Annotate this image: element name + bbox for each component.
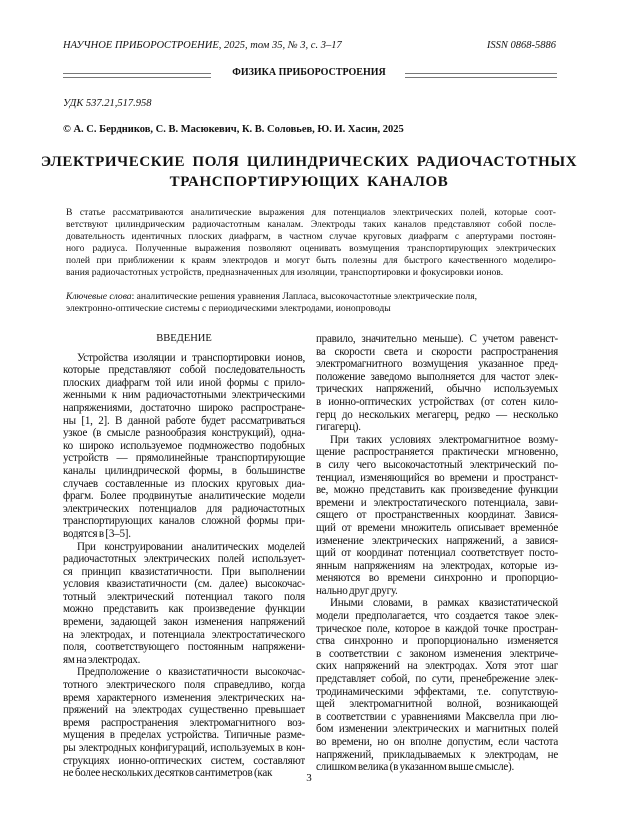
abstract bbox=[66, 207, 556, 279]
abstract-line: В статье рассматриваются аналитические выражения для потенциалов электрических полей, которые соот- bbox=[66, 207, 556, 218]
paragraph-line: ве, можно представить как произведение функции bbox=[316, 484, 558, 497]
paragraph-line: узкое (в смысле разнообразия конструкций), одна- bbox=[63, 427, 305, 440]
paragraph-line: При конструировании аналитических моделей bbox=[77, 540, 305, 553]
udc-code: УДК 537.21,517.958 bbox=[63, 98, 152, 109]
paragraph-line: электромагнитного возмущения указанное пред- bbox=[316, 358, 558, 371]
paragraph-line: слишком велика (в указанном выше смысле). bbox=[316, 761, 515, 774]
page-number: 3 bbox=[306, 772, 312, 784]
keywords-line: электронно-оптические системы с периодическими электродами, ионопроводы bbox=[66, 303, 391, 314]
paragraph-line: янным напряжениям на электродах, которые из- bbox=[316, 559, 558, 572]
paragraph-line: время характерного изменения электрических на- bbox=[63, 691, 305, 704]
paragraph-line: ся принцип квазистатичности. При выполнении bbox=[63, 565, 305, 578]
intro-heading: ВВЕДЕНИЕ bbox=[156, 333, 212, 344]
title-line: ЭЛЕКТРИЧЕСКИЕ ПОЛЯ ЦИЛИНДРИЧЕСКИХ РАДИОЧАСТОТНЫХ bbox=[40, 154, 578, 170]
paragraph-line: женными к ним радиочастотными электрическими bbox=[63, 389, 305, 402]
paragraph-line: электрических потенциалов для радиочастотных bbox=[63, 502, 305, 515]
paragraph-line: ских напряжений на электродах. Хотя этот шаг bbox=[316, 660, 558, 673]
abstract-line: довательность идентичных плоских диафрагм, в частном случае круговых диафрагм с апертурами постоян- bbox=[66, 231, 556, 242]
paragraph-line: струкциях ионно-оптических систем, составляют bbox=[63, 754, 305, 767]
paragraph-line: трическое поле, которое в каждой точке простран- bbox=[316, 622, 558, 635]
paragraph-line: в соответствии с законом изменения электриче- bbox=[316, 647, 558, 660]
paragraph-line: Иными словами, в рамках квазистатической bbox=[330, 597, 558, 610]
paragraph-line: модели предполагается, что создается такое элек- bbox=[316, 610, 558, 623]
paragraph-line: ны [1, 2]. В данной работе будет рассматриваться bbox=[63, 414, 305, 427]
paragraph-line: бом изменении электрических и магнитных полей bbox=[316, 723, 558, 736]
paragraph-line: При таких условиях электромагнитное возму- bbox=[330, 433, 558, 446]
paragraph-line: изменение электрических напряжений, а завися- bbox=[316, 534, 558, 547]
keywords bbox=[66, 291, 556, 315]
paragraph-line: герц до нескольких мегагерц, редко — несколько bbox=[316, 408, 558, 421]
paragraph-line: щение распространяется практически мгновенно, bbox=[316, 446, 558, 459]
paragraph-line: щей электромагнитной волной, возникающей bbox=[316, 698, 558, 711]
section-heading: ФИЗИКА ПРИБОРОСТРОЕНИЯ bbox=[232, 67, 386, 78]
paragraph-line: положение заведомо выполняется для частот элек- bbox=[316, 370, 558, 383]
paragraph-line: время распространения электромагнитного воз- bbox=[63, 716, 305, 729]
paragraph-line: меняются во времени синхронно и пропорцио- bbox=[316, 572, 558, 585]
paragraph-line: представляет собой, по сути, пренебрежение элек- bbox=[316, 673, 558, 686]
paragraph-line: тотный электрический потенциал такого поля bbox=[63, 590, 305, 603]
paragraph-line: ры электродных конфигураций, используемых в кон- bbox=[63, 742, 305, 754]
left-column bbox=[63, 333, 305, 780]
paragraph-line: нально друг другу. bbox=[316, 584, 398, 597]
paragraph-line: каналы цилиндрической формы, в большинстве bbox=[63, 464, 305, 477]
paragraph-line: ко широко используемое подмножество подобных bbox=[63, 439, 305, 452]
paragraph-line: Устройства изоляции и транспортировки ионов, bbox=[77, 351, 305, 364]
paragraph-line: в силу чего высокочастотный электрический по- bbox=[316, 458, 558, 471]
paragraph-line: устройств — прямолинейные транспортирующие bbox=[63, 452, 305, 465]
paper-title bbox=[0, 152, 618, 192]
abstract-line: вания радиочастотных устройств, предназначенных для изоляции, транспортировки и фокусировки ионов. bbox=[66, 267, 504, 278]
paragraph-line: щий от времени множитель описывает временнóе bbox=[316, 521, 558, 534]
paragraph-line: в соответствии с уравнениями Максвелла при лю- bbox=[316, 710, 558, 723]
paragraph-line: фрагм. Более продвинутые аналитические модели bbox=[63, 490, 305, 503]
paragraph-line: сящего от пространственных координат. Завися- bbox=[316, 509, 558, 522]
issn: ISSN 0868-5886 bbox=[486, 40, 556, 51]
paragraph-line: радиочастотных электрических полей использует- bbox=[63, 553, 305, 566]
abstract-line: ветствуют цилиндрическим радиочастотным каналам. Электроды таких каналов представляют собой после- bbox=[66, 219, 556, 230]
authors: © А. С. Бердников, С. В. Масюкевич, К. В. Соловьев, Ю. И. Хасин, 2025 bbox=[63, 124, 404, 135]
paragraph-line: мущения в пределах устройства. Типичные разме- bbox=[63, 729, 305, 742]
paragraph-line: водятся в [3–5]. bbox=[63, 527, 131, 540]
paragraph-line: Предположение о квазистатичности высокочас- bbox=[77, 666, 305, 679]
abstract-line: полей при приближении к краям электродов и могут быть полезны для быстрого качественного моделиро- bbox=[66, 255, 556, 266]
paragraph-line: плоских диафрагм той или иной формы с прило- bbox=[63, 376, 305, 389]
keywords-label: Ключевые слова bbox=[66, 291, 132, 302]
paragraph-line: напряжений, прикладываемых к электродам, не bbox=[316, 748, 558, 761]
abstract-line: ного радиуса. Полученные выражения позволяют оценивать возмущения транспортирующих электрических bbox=[66, 243, 556, 254]
paragraph-line: времени, задающей закон изменения напряжений bbox=[63, 616, 305, 629]
paragraph-line: поля, соответствующего постоянным напряжени- bbox=[63, 641, 305, 654]
keywords-line: : аналитические решения уравнения Лапласа, высокочастотные электрические поля, bbox=[131, 291, 478, 302]
paragraph-line: можно представить как произведение функции bbox=[63, 603, 305, 616]
paragraph-line: щий от координат потенциал соответствует посто- bbox=[316, 547, 558, 560]
journal-citation: НАУЧНОЕ ПРИБОРОСТРОЕНИЕ, 2025, том 35, № 3, с. 3–17 bbox=[63, 40, 342, 51]
paragraph-line: времени и электростатического потенциала, зави- bbox=[316, 496, 558, 509]
paragraph-line: условия квазистатичности (см. далее) высокочас- bbox=[63, 578, 305, 591]
paragraph-line: в ионно-оптических устройствах (от сотен кило- bbox=[316, 395, 558, 408]
paragraph-line: ям на электродах. bbox=[63, 653, 141, 666]
right-column bbox=[316, 333, 558, 774]
paragraph-line: тенциал, изменяющийся во времени и пространст- bbox=[316, 471, 558, 484]
paragraph-line: ства синхронно и пропорционально изменяется bbox=[316, 635, 558, 648]
paragraph-line: правило, значительно меньше). С учетом равенст- bbox=[316, 333, 558, 345]
paragraph-line: на электродах, и потенциала электростатического bbox=[63, 628, 305, 641]
paragraph-line: напряжениями, достаточно широко распростране- bbox=[63, 401, 305, 414]
paragraph-line: тотного электрического поля справедливо, когда bbox=[63, 679, 305, 692]
paragraph-line: гигагерц). bbox=[316, 421, 361, 434]
paragraph-line: транспортирующих каналов сложной формы при- bbox=[63, 515, 305, 528]
paragraph-line: ва скорости света и скорости распространения bbox=[316, 345, 558, 358]
paragraph-line: которые представляют собой последовательность bbox=[63, 364, 305, 377]
paragraph-line: во времени, но он вполне допустим, если частота bbox=[316, 736, 558, 748]
paragraph-line: тродинамическими эффектами, т.е. сопутствую- bbox=[316, 685, 558, 698]
paragraph-line: случаев составленные из плоских круговых диа- bbox=[63, 477, 305, 490]
paragraph-line: трических напряжений, обычно используемых bbox=[316, 383, 558, 396]
paragraph-line: не более нескольких десятков сантиметров (как bbox=[63, 767, 273, 780]
paragraph-line: пряжений на электродах существенно превышает bbox=[63, 704, 305, 717]
title-line: ТРАНСПОРТИРУЮЩИХ КАНАЛОВ bbox=[169, 174, 449, 190]
